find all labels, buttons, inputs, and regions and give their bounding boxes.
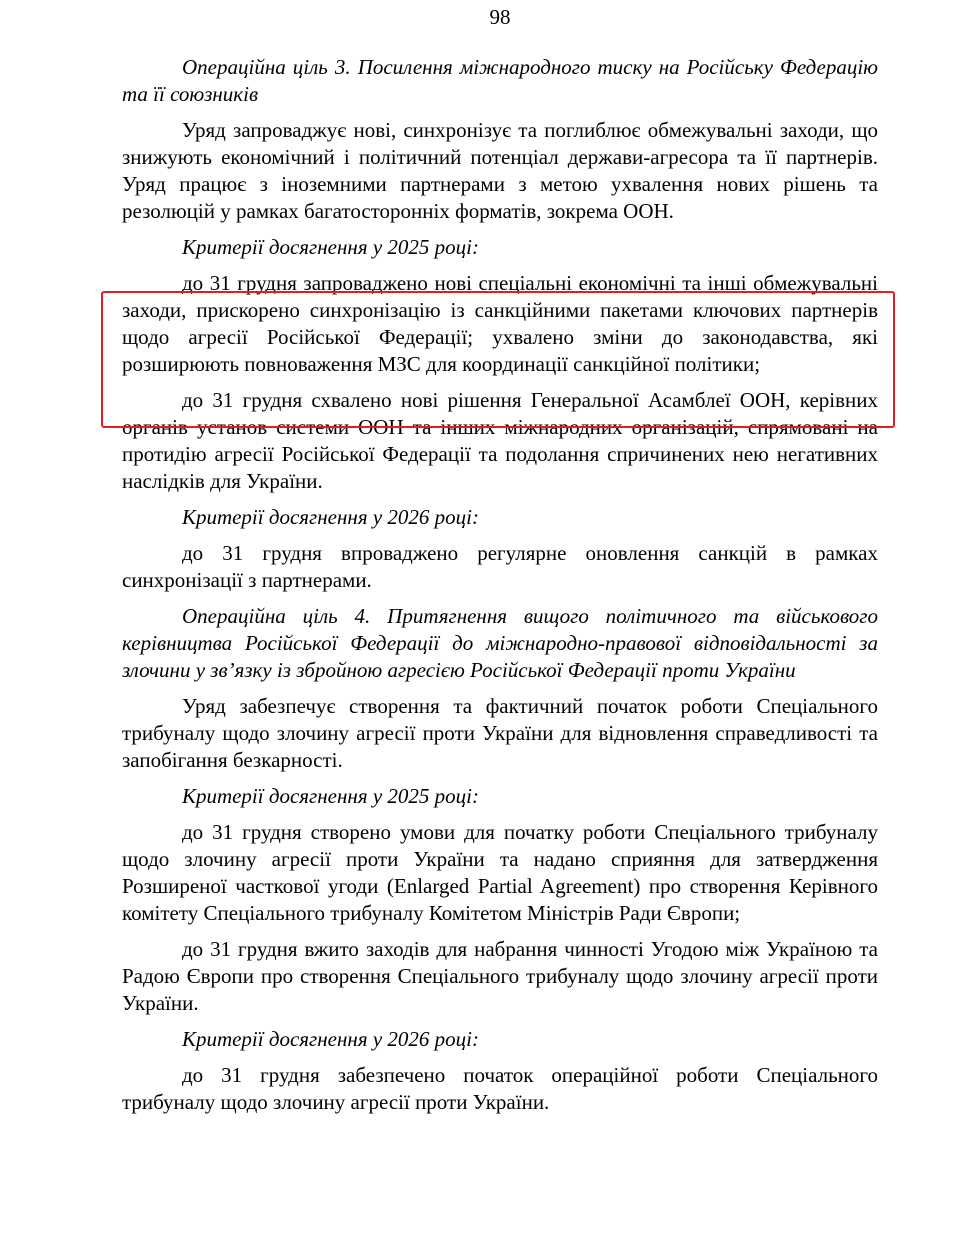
document-page — [122, 0, 878, 1116]
criterion-un-decisions-2025: до 31 грудня схвалено нові рішення Генеральної Асамблеї ООН, керівних органів установ системи ООН та інших міжнародних організацій, спрямовані на протидію агресії Російської Федерації та подолання спричинених нею негативних наслідків для України. — [122, 388, 878, 493]
criteria-2025-heading-2: Критерії досягнення у 2025 році: — [182, 784, 479, 808]
page-number: 98 — [489, 5, 511, 29]
operational-goal-3-heading: Операційна ціль 3. Посилення міжнародного тиску на Російську Федерацію та її союзників — [122, 55, 878, 106]
criterion-tribunal-operation-2026: до 31 грудня забезпечено початок операційної роботи Спеціального трибуналу щодо злочину агресії проти України. — [122, 1063, 878, 1114]
criteria-2026-heading-2: Критерії досягнення у 2026 році: — [182, 1027, 479, 1051]
operational-goal-4-heading: Операційна ціль 4. Притягнення вищого політичного та військового керівництва Російської Федерації до міжнародно-правової відповідальності за злочини у зв’язку із збройною агресією Російської Федерації проти України — [122, 604, 878, 682]
criterion-tribunal-agreement-2025: до 31 грудня вжито заходів для набрання чинності Угодою між Україною та Радою Європи про створення Спеціального трибуналу щодо злочину агресії проти України. — [122, 937, 878, 1015]
criteria-2026-heading: Критерії досягнення у 2026 році: — [182, 505, 479, 529]
goal-4-description: Уряд забезпечує створення та фактичний початок роботи Спеціального трибуналу щодо злочину агресії проти України для відновлення справедливості та запобігання безкарності. — [122, 694, 878, 772]
criteria-2025-heading: Критерії досягнення у 2025 році: — [182, 235, 479, 259]
goal-3-description: Уряд запроваджує нові, синхронізує та поглиблює обмежувальні заходи, що знижують економічний і політичний потенціал держави-агресора та її партнерів. Уряд працює з іноземними партнерами з метою ухвалення нових рішень та резолюцій у рамках багатосторонніх форматів, зокрема ООН. — [122, 118, 878, 223]
criterion-sanctions-update-2026: до 31 грудня впроваджено регулярне оновлення санкцій в рамках синхронізації з партнерами. — [122, 541, 878, 592]
criterion-tribunal-conditions-2025: до 31 грудня створено умови для початку роботи Спеціального трибуналу щодо злочину агресії проти України та надано сприяння для затвердження Розширеної часткової угоди (Enlarged Partial Agreement) про створення Керівного комітету Спеціального трибуналу Комітетом Міністрів Ради Європи; — [122, 820, 878, 925]
criterion-sanctions-2025: до 31 грудня запроваджено нові спеціальні економічні та інші обмежувальні заходи, прискорено синхронізацію із санкційними пакетами ключових партнерів щодо агресії Російської Федерації; ухвалено зміни до законодавства, які розширюють повноваження МЗС для координації санкційної політики; — [122, 271, 878, 376]
